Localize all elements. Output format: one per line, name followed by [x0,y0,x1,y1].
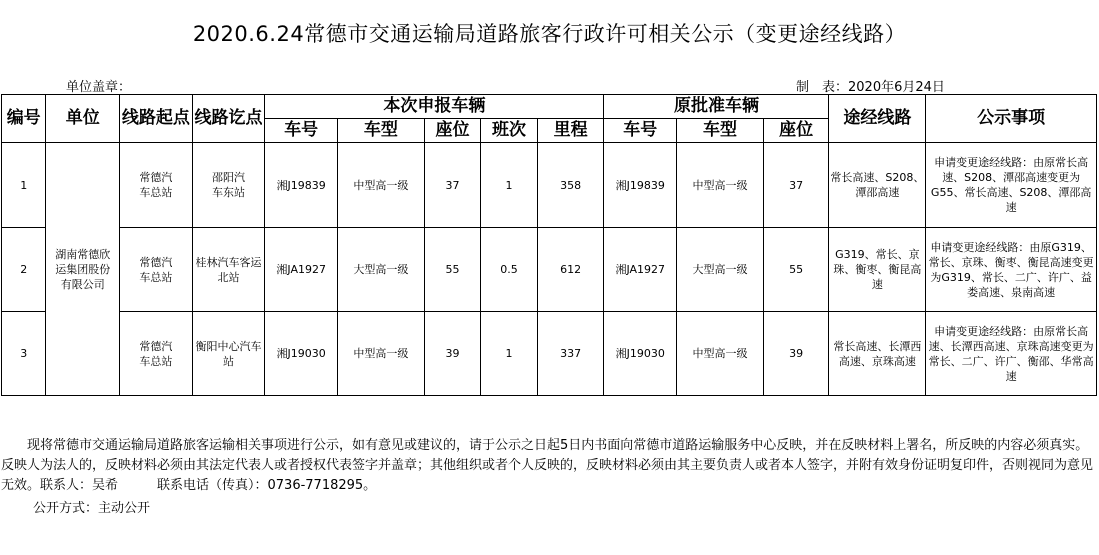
header-orig-type: 车型 [677,119,764,143]
via-route: 常长高速、长潭西高速、京珠高速 [829,312,926,396]
header-original-vehicles: 原批准车辆 [604,95,829,119]
orig-plate: 湘J19839 [604,143,677,228]
row-no: 3 [2,312,46,396]
mileage: 337 [537,312,604,396]
header-no: 编号 [2,95,46,143]
header-orig-plate: 车号 [604,119,677,143]
table-date: 制 表：2020年6月24日 [796,80,945,95]
trips: 1 [481,312,538,396]
unit-name: 湖南常德欣运集团股份有限公司 [46,143,120,396]
orig-plate: 湘JA1927 [604,228,677,312]
unit-seal-label: 单位盖章： [66,80,132,95]
route-start: 常德汽车总站 [120,228,193,312]
orig-type: 大型高一级 [677,228,764,312]
mileage: 612 [537,228,604,312]
header-plate: 车号 [265,119,338,143]
publication-method: 公开方式：主动公开 [33,501,151,516]
header-orig-seats: 座位 [763,119,829,143]
header-mileage: 里程 [537,119,604,143]
row-no: 2 [2,228,46,312]
header-type: 车型 [338,119,425,143]
permit-table [1,94,1097,396]
route-end: 邵阳汽车东站 [192,143,265,228]
mileage: 358 [537,143,604,228]
header-current-vehicles: 本次申报车辆 [265,95,604,119]
header-notice: 公示事项 [926,95,1097,143]
header-via: 途经线路 [829,95,926,143]
vehicle-type: 中型高一级 [338,312,425,396]
header-trips: 班次 [481,119,538,143]
via-route: G319、常长、京珠、衡枣、衡昆高速 [829,228,926,312]
notice-item: 申请变更途经线路：由原常长高速、长潭西高速、京珠高速变更为常长、二广、许广、衡邵、华常高速 [926,312,1097,396]
route-start: 常德汽车总站 [120,143,193,228]
header-seats: 座位 [424,119,481,143]
orig-plate: 湘J19030 [604,312,677,396]
header-route-end: 线路讫点 [192,95,265,143]
via-route: 常长高速、S208、潭邵高速 [829,143,926,228]
notice-item: 申请变更途经线路：由原G319、常长、京珠、衡枣、衡昆高速变更为G319、常长、二广、许广、益娄高速、泉南高速 [926,228,1097,312]
notice-item: 申请变更途经线路：由原常长高速、S208、潭邵高速变更为G55、常长高速、S208、潭邵高速 [926,143,1097,228]
page-title: 2020.6.24常德市交通运输局道路旅客行政许可相关公示（变更途经线路） [192,22,907,46]
row-no: 1 [2,143,46,228]
orig-seats: 55 [763,228,829,312]
plate: 湘JA1927 [265,228,338,312]
trips: 0.5 [481,228,538,312]
orig-seats: 37 [763,143,829,228]
trips: 1 [481,143,538,228]
vehicle-type: 大型高一级 [338,228,425,312]
plate: 湘J19030 [265,312,338,396]
vehicle-type: 中型高一级 [338,143,425,228]
seats: 55 [424,228,481,312]
orig-type: 中型高一级 [677,143,764,228]
table-row [2,143,1097,228]
orig-type: 中型高一级 [677,312,764,396]
seats: 39 [424,312,481,396]
table-row [2,312,1097,396]
header-route-start: 线路起点 [120,95,193,143]
route-end: 桂林汽车客运北站 [192,228,265,312]
public-notice-text: 现将常德市交通运输局道路旅客运输相关事项进行公示，如有意见或建议的，请于公示之日起5日内书面向常德市道路运输服务中心反映，并在反映材料上署名，所反映的内容必须真实。反映人为法人的，反映材料必须由其法定代表人或者授权代表签字并盖章；其他组织或者个人反映的，反映材料必须由其主要负责人或者本人签字，并附有效身份证明复印件，否则视同为意见无效。联系人：吴希 联系电话（传真）：0736-7718295。 [1,438,1094,493]
plate: 湘J19839 [265,143,338,228]
orig-seats: 39 [763,312,829,396]
route-end: 衡阳中心汽车站 [192,312,265,396]
route-start: 常德汽车总站 [120,312,193,396]
header-unit: 单位 [46,95,120,143]
seats: 37 [424,143,481,228]
table-row [2,228,1097,312]
